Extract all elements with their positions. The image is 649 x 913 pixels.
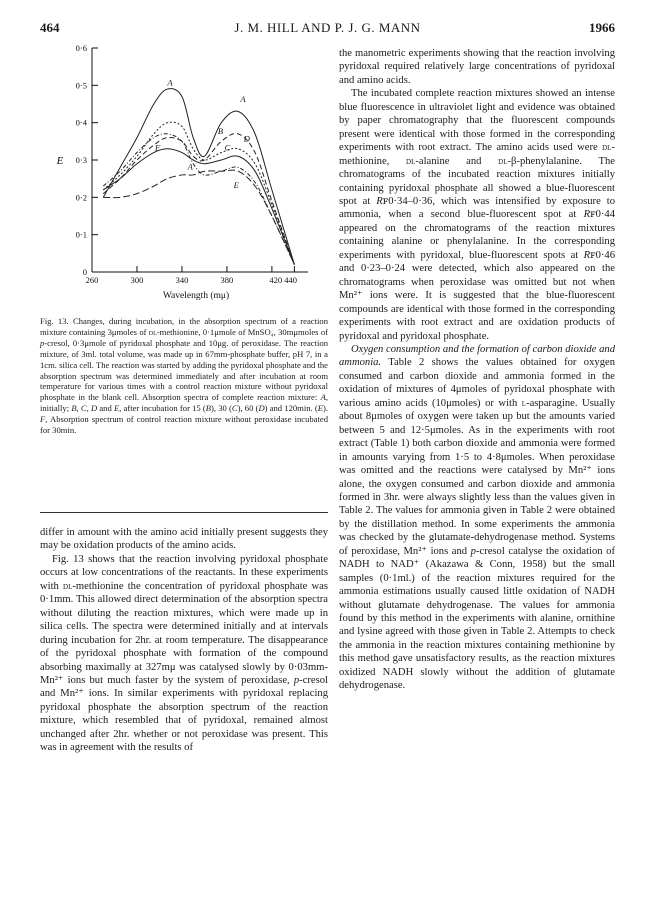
journal-year: 1966 — [589, 20, 615, 35]
left-column-text — [40, 526, 328, 755]
series-line-a — [103, 89, 294, 265]
text-run: R — [376, 195, 383, 207]
text-run: Fig. 13. Changes, during incubation, in the absorption spectrum of a reaction mixture containing 3μmoles of — [40, 316, 328, 337]
text-run: the manometric experiments showing that the reaction involving pyridoxal required relatively large concentrations of pyridoxal and amino acids. — [339, 48, 615, 86]
running-head-authors: J. M. HILL AND P. J. G. MANN — [234, 20, 421, 35]
text-run: dl — [406, 155, 416, 167]
text-run: and — [97, 403, 114, 414]
text-run: p — [470, 545, 476, 557]
text-run: E — [113, 403, 120, 414]
text-run: p — [40, 337, 45, 348]
text-run: dl — [148, 326, 157, 337]
text-run: -methionine the concentration of pyridoxal phosphate was 0·1mm. This allowed direct determination of the absorption spectra without diluting the reaction mixtures, which were made up in silica cells. The spectra were determined initially and at intervals during incubation for 2hr. at room temperature. The disappearance of the pyridoxal phosphate with formation of the compound absorbing maximally at 327mμ was catalysed slowly by 0·03mm-Mn²⁺ ions but much faster by the system of peroxidase, — [40, 580, 329, 686]
x-tick-label: 380 — [220, 275, 234, 285]
x-tick-label: 300 — [130, 275, 144, 285]
text-run: ), 60 ( — [237, 403, 259, 414]
y-tick-label: 0 — [82, 267, 87, 277]
text-run: -asparagine. Usually about 8μmoles of oxygen were taken up but the amounts varied between 5 and 12·5μmoles. As in the experiments with root extract (Table 1) both carbon dioxide and ammonia were formed in amounts varying from 1·5 to 4·8μmoles. When peroxidase was omitted and the reactions were catalysed by Mn²⁺ ions alone, the oxygen consumed and carbon dioxide and ammonia formed in 3hr. were always slightly less than the values given in Table 2. The values for ammonia given in Table 2 were obtained by the distillation method. In some experiments the ammonia was checked by the glutamate-dehydrogenase method. Systems of peroxidase, Mn²⁺ ions and — [339, 397, 615, 557]
text-run: ). — [323, 403, 329, 414]
text-run: , Absorption spectrum of control reaction mixture without peroxidase incubated for 30min. — [40, 414, 328, 436]
page-number: 464 — [40, 20, 60, 35]
text-run: -methionine, — [339, 142, 615, 167]
text-run: , after incubation for 15 ( — [119, 403, 206, 414]
x-tick-label: 340 — [175, 275, 189, 285]
y-tick-label: 0·2 — [75, 192, 87, 203]
text-run: R — [583, 249, 591, 261]
curve-label-a: A — [167, 77, 173, 88]
paragraph — [40, 526, 328, 553]
text-run: E — [317, 403, 323, 414]
text-run: C — [231, 403, 238, 414]
absorption-spectrum-chart — [40, 40, 330, 312]
text-run: ), 30 ( — [211, 403, 232, 414]
figure-caption — [40, 316, 328, 436]
curve-label-a-trough: A — [187, 161, 193, 172]
text-run: p — [293, 674, 300, 686]
page-header — [40, 20, 615, 38]
text-run: ꜰ0·46 and 0·23–0·24 were detected, which also appeared on the chromatograms when peroxidase was omitted but not when Mn²⁺ ions were. It is suggested that the blue-fluorescent compounds are identical with those formed in the corresponding experiments with root extract and are oxidation products of pyridoxal and pyridoxal phosphate. — [339, 249, 615, 342]
x-tick-label: 260 — [85, 275, 99, 285]
curve-label-e: E — [233, 180, 239, 190]
text-run: -methionine, 0·1μmole of MnSO₄, 30mμmoles of — [156, 326, 328, 337]
text-run: The incubated complete reaction mixtures showed an intense blue fluorescence in ultraviolet light and evidence was obtained by paper chromatography that the fluorescent compounds present were identical with those formed in the corresponding experiments with root extract. The amino acids used were — [339, 88, 615, 154]
text-run: -cresol and Mn²⁺ ions. In similar experiments with pyridoxal replacing pyridoxal phosphate the absorption spectrum of the reaction mixture, which resembled that of pyridoxal, remained almost unchanged after 2hr. whether or not peroxidase was present. This was in agreement with the results of — [40, 674, 328, 754]
text-run: -β-phenylalanine. The chromatograms of the incubated reaction mixtures initially containing pyridoxal phosphate all showed a blue-fluorescent spot at — [339, 155, 615, 207]
text-run: -cresol catalyse the oxidation of NADH to NAD⁺ (Akazawa & Conn, 1958) but the small samples (0·1ml.) of the reaction mixtures required for the ammonia estimations usually caused little oxidation of NADH without glutamate dehydrogenase. The values for ammonia found by this method in the experiments with alanine, ornithine and lysine agreed with those given in Table 2. Attempts to check the ammonia in the reaction mixtures containing methionine by this method gave unsatisfactory results, as the reaction mixtures oxidized NADH slowly without the addition of glutamate dehydrogenase. — [339, 545, 615, 692]
curve-label-c: C — [224, 142, 231, 153]
curve-label-a-peak: A — [240, 94, 246, 105]
x-tick-label: 420 440 — [269, 275, 297, 285]
text-run: l — [521, 397, 527, 409]
text-run: B, C, D — [71, 403, 98, 414]
series-line-e — [103, 170, 294, 264]
text-run: D — [258, 403, 265, 414]
y-tick-label: 0·3 — [75, 155, 87, 165]
text-run: B — [205, 403, 212, 414]
section-divider — [40, 512, 328, 513]
y-tick-label: 0·6 — [75, 43, 87, 53]
curve-label-f: F — [154, 142, 161, 153]
text-run: ꜰ0·44 appeared on the chromatograms of the reaction mixtures containing alanine or phenylalanine. In the corresponding experiments with pyridoxal, blue-fluorescent spots at — [339, 209, 615, 261]
text-run: R — [583, 209, 591, 221]
paragraph — [339, 47, 615, 87]
paragraph — [40, 553, 328, 755]
text-run: differ in amount with the amino acid initially present suggests they may be oxidation products of the amino acids. — [40, 527, 328, 552]
text-run: Table 2 shows the values obtained for oxygen consumed and carbon dioxide and ammonia formed in the oxidation of mixtures of 4μmoles of pyridoxal phosphate with various amino acids (10μmoles) or with — [339, 357, 615, 409]
text-run: A — [320, 392, 326, 403]
text-run: ꜰ0·34–0·36, which was intensified by exposure to ammonia, when a second blue-fluorescent spot at — [339, 195, 615, 221]
y-tick-label: 0·4 — [75, 117, 87, 128]
text-run: dl — [63, 580, 73, 592]
text-run: Oxygen consumption and the formation of carbon dioxide and ammonia. — [339, 343, 615, 369]
figure-13 — [40, 40, 330, 312]
y-tick-label: 0·1 — [75, 229, 87, 240]
text-run: ) and 120min. ( — [264, 403, 318, 414]
paragraph — [339, 343, 615, 693]
right-column-text — [339, 47, 615, 693]
text-run: dl — [602, 142, 612, 154]
curve-label-d: D — [243, 133, 250, 144]
x-axis-label: Wavelength (mμ) — [162, 291, 230, 301]
text-run: Fig. 13 shows that the reaction involving pyridoxal phosphate occurs at low concentrations of the reactants. In these experiments with — [40, 553, 328, 592]
y-axis-label: E — [56, 155, 64, 167]
text-run: -alanine and — [415, 155, 499, 167]
text-run: , initially; — [40, 392, 328, 414]
text-run: F — [40, 414, 46, 425]
paragraph — [339, 87, 615, 343]
curve-label-b: B — [217, 125, 224, 136]
text-run: dl — [498, 155, 508, 167]
y-tick-label: 0·5 — [75, 80, 87, 91]
text-run: -cresol, 0·3μmole of pyridoxal phosphate and 10μg. of peroxidase. The reaction mixture, of 3ml. total volume, was made up in 67mm-phosphate buffer, pH 7, in a 1cm. silica cell. The reaction was started by adding the pyridoxal phosphate and the absorption spectrum was determined immediately and after incubation at room temperature for various times with a control reaction mixture without pyridoxal phosphate in the blank cell. Absorption spectra of complete reaction mixture: — [40, 337, 328, 403]
